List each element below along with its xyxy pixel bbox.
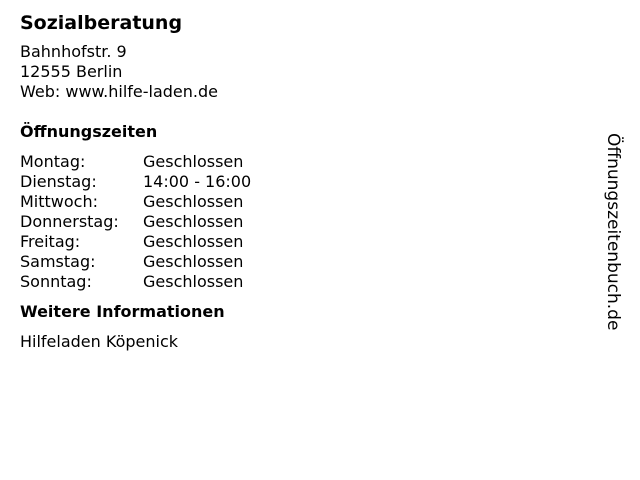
day-hours: Geschlossen <box>143 192 244 211</box>
hours-row-thursday <box>20 212 580 232</box>
day-label: Dienstag: <box>20 172 97 191</box>
hours-row-saturday <box>20 252 580 272</box>
page-title: Sozialberatung <box>20 12 183 34</box>
day-label: Montag: <box>20 152 86 171</box>
address-street: Bahnhofstr. 9 <box>20 42 127 61</box>
day-hours: Geschlossen <box>143 232 244 251</box>
website-line: Web: www.hilfe-laden.de <box>20 82 218 101</box>
day-label: Sonntag: <box>20 272 92 291</box>
opening-hours-heading: Öffnungszeiten <box>20 122 158 141</box>
hours-row-wednesday <box>20 192 580 212</box>
day-label: Donnerstag: <box>20 212 119 231</box>
day-label: Freitag: <box>20 232 81 251</box>
more-info-heading: Weitere Informationen <box>20 302 225 321</box>
hours-row-tuesday <box>20 172 580 192</box>
day-label: Samstag: <box>20 252 96 271</box>
day-hours: Geschlossen <box>143 252 244 271</box>
hours-row-monday <box>20 152 580 172</box>
listing-card <box>20 10 580 352</box>
address-city: 12555 Berlin <box>20 62 123 81</box>
opening-hours-list <box>20 152 580 292</box>
hours-row-friday <box>20 232 580 252</box>
day-hours: Geschlossen <box>143 152 244 171</box>
more-info-text: Hilfeladen Köpenick <box>20 332 179 351</box>
watermark-text: Öffnungszeitenbuch.de <box>603 133 623 331</box>
hours-row-sunday <box>20 272 580 292</box>
day-hours: Geschlossen <box>143 272 244 291</box>
day-hours: Geschlossen <box>143 212 244 231</box>
day-hours: 14:00 - 16:00 <box>143 172 252 191</box>
day-label: Mittwoch: <box>20 192 98 211</box>
